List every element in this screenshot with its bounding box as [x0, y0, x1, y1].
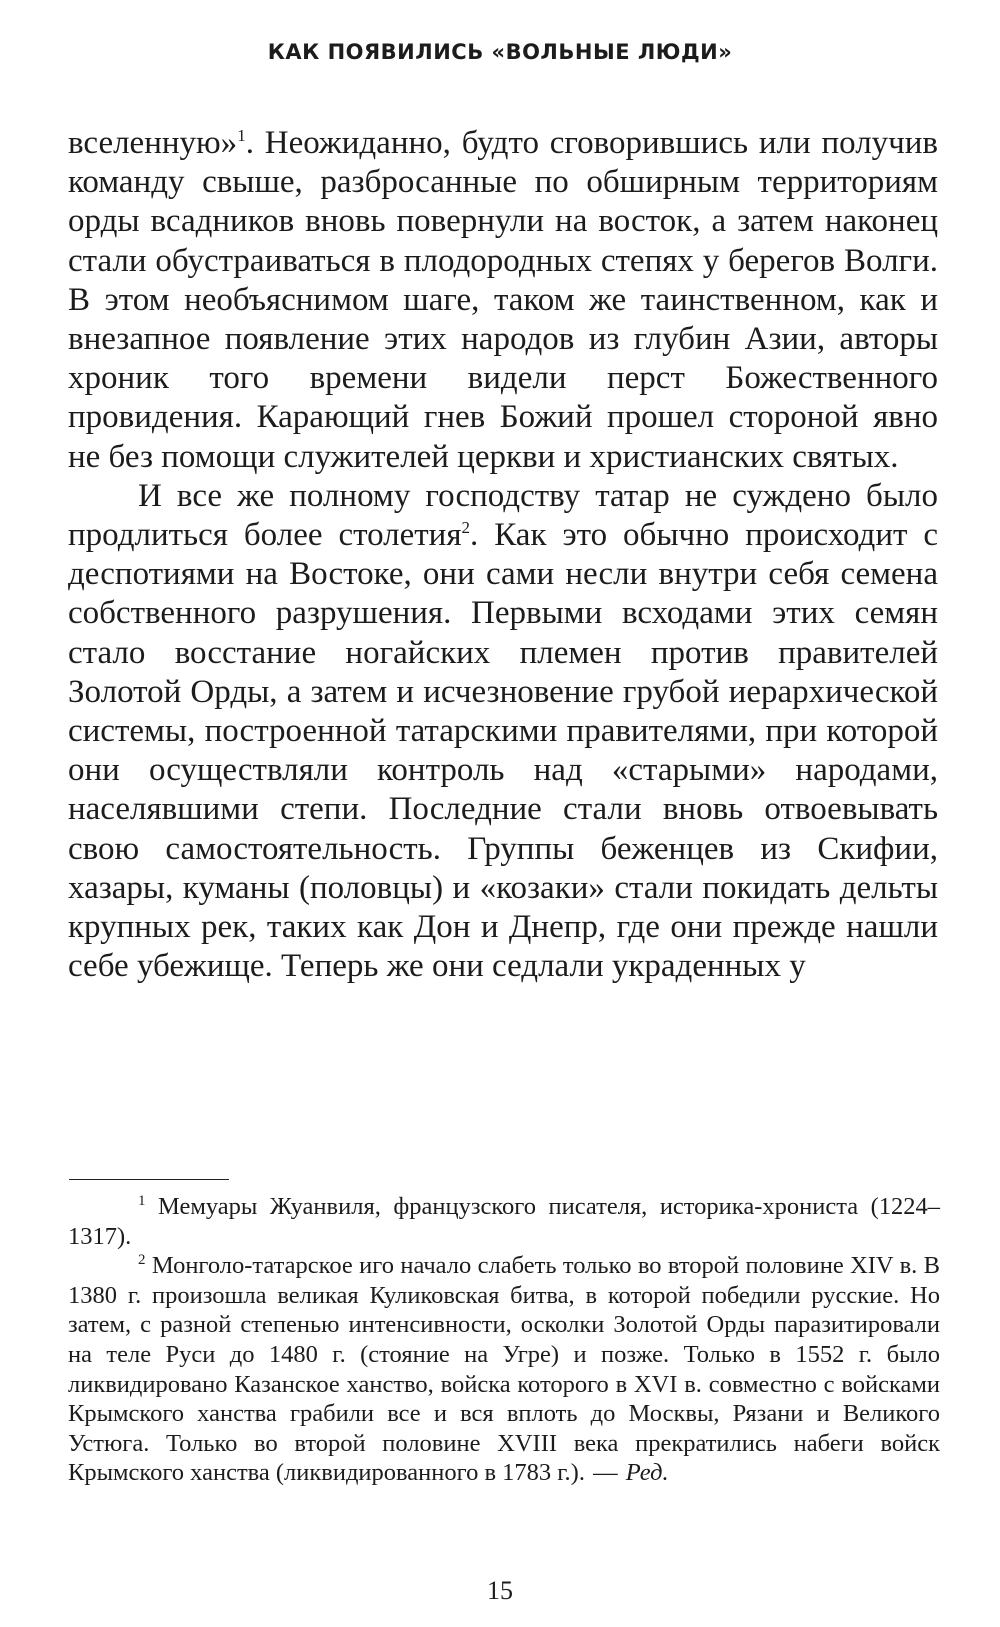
footnotes — [68, 1192, 940, 1488]
footnote — [68, 1251, 940, 1488]
paragraph-text: . Неожиданно, будто сговорившись или получив команду свыше, разбросанные по обширным территориям орды всадников вновь повернули на восток, а затем наконец стали обустраиваться в плодородных степях у берегов Волги. В этом необъяснимом шаге, таком же таинственном, как и внезапное появление этих народов из глубин Азии, авторы хроник того времени видели перст Божественного провидения. Карающий гнев Божий прошел стороной явно не без помощи служителей церкви и христианских святых. — [68, 125, 938, 475]
footnote-marker: 2 — [138, 1252, 146, 1269]
editor-note: Ред. — [625, 1459, 669, 1487]
footnote-text: Мемуары Жуанвиля, французского писателя, историка-хрониста (1224–1317). — [68, 1193, 941, 1250]
footnote-reference: 1 — [237, 126, 246, 145]
footnote — [68, 1192, 940, 1251]
paragraph — [68, 477, 938, 987]
main-text — [68, 124, 938, 986]
paragraph-text: . Как это обычно происходит с деспотиями на Востоке, они сами несли внутри себя семена собственного разрушения. Первыми всходами этих семян стало восстание ногайских племен против правителей Золотой Орды, а затем и исчезновение грубой иерархической системы, построенной татарскими правителями, при которой они осуществляли контроль над «старыми» народами, населявшими степи. Последние стали вновь отвоевывать свою самостоятельность. Группы беженцев из Скифии, хазары, куманы (половцы) и «козаки» стали покидать дельты крупных рек, таких как Дон и Днепр, где они прежде нашли себе убежище. Теперь же они седлали украденных у — [68, 517, 939, 985]
paragraph — [68, 124, 938, 477]
paragraph-text: И все же полному господству татар не суждено было продлиться более столетия — [68, 477, 938, 554]
footnote-marker: 1 — [138, 1192, 146, 1209]
page-number: 15 — [487, 1576, 513, 1605]
paragraph-text: вселенную» — [68, 125, 238, 161]
footnote-reference: 2 — [461, 518, 471, 538]
running-title: КАК ПОЯВИЛИСЬ «ВОЛЬНЫЕ ЛЮДИ» — [267, 40, 733, 64]
footnote-divider — [69, 1179, 229, 1180]
footnote-text: Монголо-татарское иго начало слабеть только во второй половине XIV в. В 1380 г. произошла великая Куликовская битва, в которой победили русские. Но затем, с разной степенью интенсивности, осколки Золотой Орды паразитировали на теле Руси до 1480 г. (стояние на Угре) и позже. Только в 1552 г. было ликвидировано Казанское ханство, войска которого в XVI в. совместно с войсками Крымского ханства грабили все и вся вплоть до Москвы, Рязани и Великого Устюга. Только во второй половине XVIII века прекратились набеги войск Крымского ханства (ликвидированного в 1783 г.). — [68, 1252, 940, 1487]
footnote-dash: — — [593, 1459, 618, 1487]
